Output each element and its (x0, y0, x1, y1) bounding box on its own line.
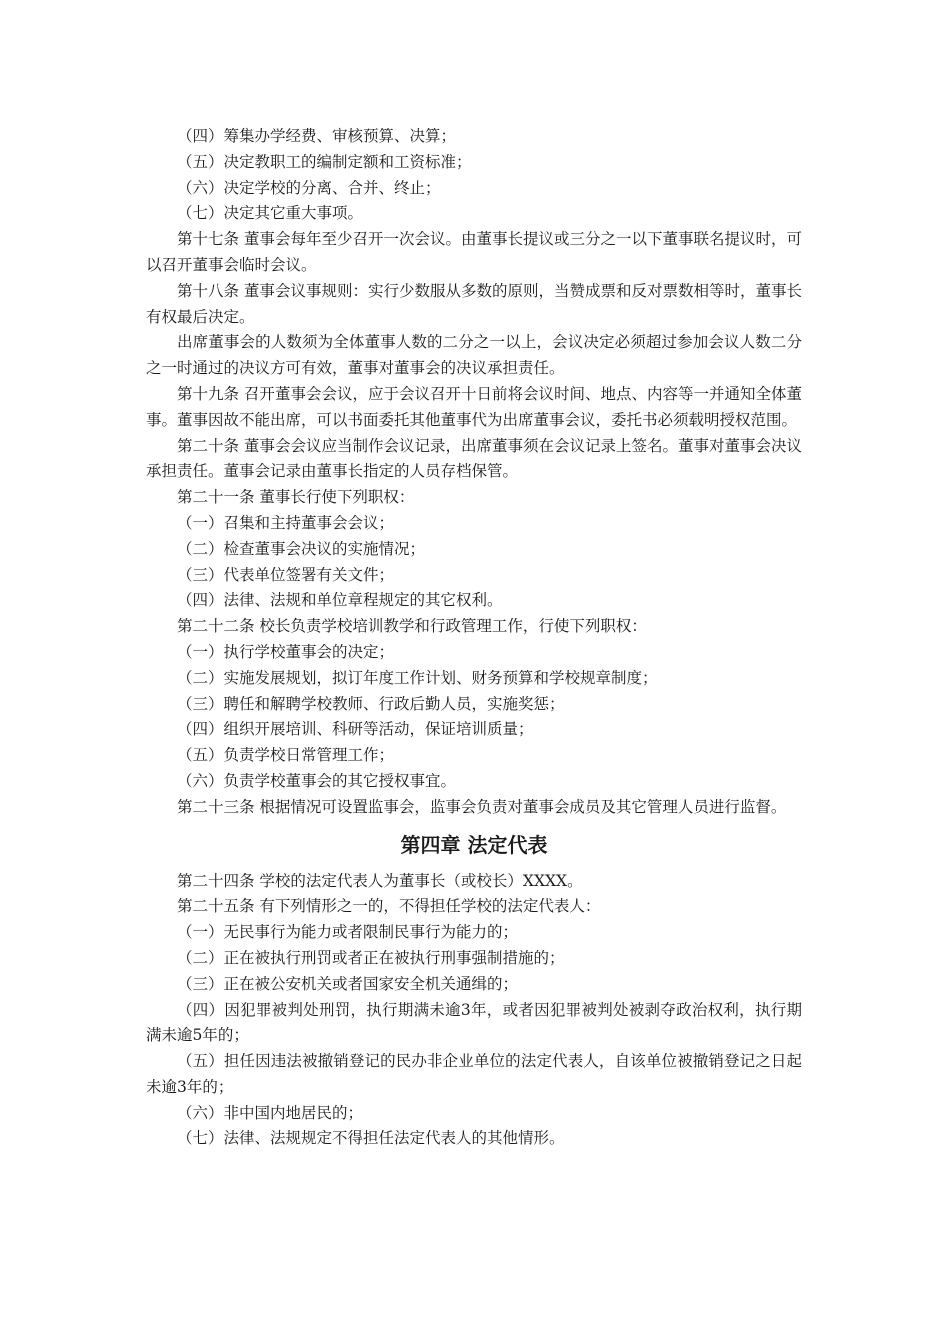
list-item: （一）召集和主持董事会会议； (177, 513, 395, 532)
chapter-title: 第四章 法定代表 (400, 832, 548, 857)
list-item: （一）无民事行为能力或者限制民事行为能力的； (177, 923, 519, 942)
article-23: 第二十三条 根据情况可设置监事会，监事会负责对董事会成员及其它管理人员进行监督。 (177, 797, 787, 816)
list-item: （六）负责学校董事会的其它授权事宜。 (177, 771, 457, 790)
list-item: （二）检查董事会决议的实施情况； (177, 539, 426, 558)
list-item: （五）负责学校日常管理工作； (177, 746, 395, 765)
article-25: 第二十五条 有下列情形之一的，不得担任学校的法定代表人： (177, 897, 601, 916)
article-17: 第十七条 董事会每年至少召开一次会议。由董事长提议或三分之一以下董事联名提议时，可以召开董事会临时会议。 (146, 230, 802, 274)
paragraph: （六）决定学校的分离、合并、终止； (177, 178, 441, 197)
list-item: （三）代表单位签署有关文件； (177, 565, 395, 584)
paragraph: （四）筹集办学经费、审核预算、决算； (177, 127, 457, 145)
list-item: （二）实施发展规划，拟订年度工作计划、财务预算和学校规章制度； (177, 668, 658, 687)
list-item: （四）组织开展培训、科研等活动，保证培训质量； (177, 720, 534, 739)
paragraph: （五）决定教职工的编制定额和工资标准； (177, 152, 472, 171)
article-24: 第二十四条 学校的法定代表人为董事长（或校长）XXXX。 (177, 871, 583, 890)
article-19: 第十九条 召开董事会会议，应于会议召开十日前将会议时间、地点、内容等一并通知全体董事。董事因故不能出席，可以书面委托其他董事代为出席董事会议，委托书必须载明授权范围。 (146, 384, 802, 429)
article-18: 第十八条 董事会议事规则：实行少数服从多数的原则，当赞成票和反对票数相等时，董事长有权最后决定。 (146, 281, 802, 326)
list-item: （五）担任因违法被撤销登记的民办非企业单位的法定代表人，自该单位被撤销登记之日起未逾3年的； (146, 1052, 802, 1096)
list-item: （二）正在被执行刑罚或者正在被执行刑事强制措施的； (177, 948, 565, 967)
list-item: （四）法律、法规和单位章程规定的其它权利。 (177, 591, 503, 610)
list-item: （三）聘任和解聘学校教师、行政后勤人员，实施奖惩； (177, 694, 565, 713)
paragraph: 出席董事会的人数须为全体董事人数的二分之一以上，会议决定必须超过参加会议人数二分之一时通过的决议方可有效，董事对董事会的决议承担责任。 (146, 333, 802, 378)
document-body (146, 124, 802, 1152)
article-20: 第二十条 董事会会议应当制作会议记录，出席董事须在会议记录上签名。董事对董事会决议承担责任。董事会记录由董事长指定的人员存档保管。 (146, 436, 802, 481)
list-item: （三）正在被公安机关或者国家安全机关通缉的； (177, 974, 519, 993)
article-21: 第二十一条 董事长行使下列职权： (177, 488, 415, 507)
list-item: （四）因犯罪被判处刑罚，执行期满未逾3年，或者因犯罪被判处被剥夺政治权利，执行期满未逾5年的； (146, 1000, 802, 1045)
list-item: （七）法律、法规规定不得担任法定代表人的其他情形。 (177, 1129, 565, 1148)
article-22: 第二十二条 校长负责学校培训教学和行政管理工作，行使下列职权： (177, 617, 647, 636)
list-item: （六）非中国内地居民的； (177, 1103, 364, 1122)
paragraph: （七）决定其它重大事项。 (177, 204, 364, 223)
list-item: （一）执行学校董事会的决定； (177, 642, 395, 661)
